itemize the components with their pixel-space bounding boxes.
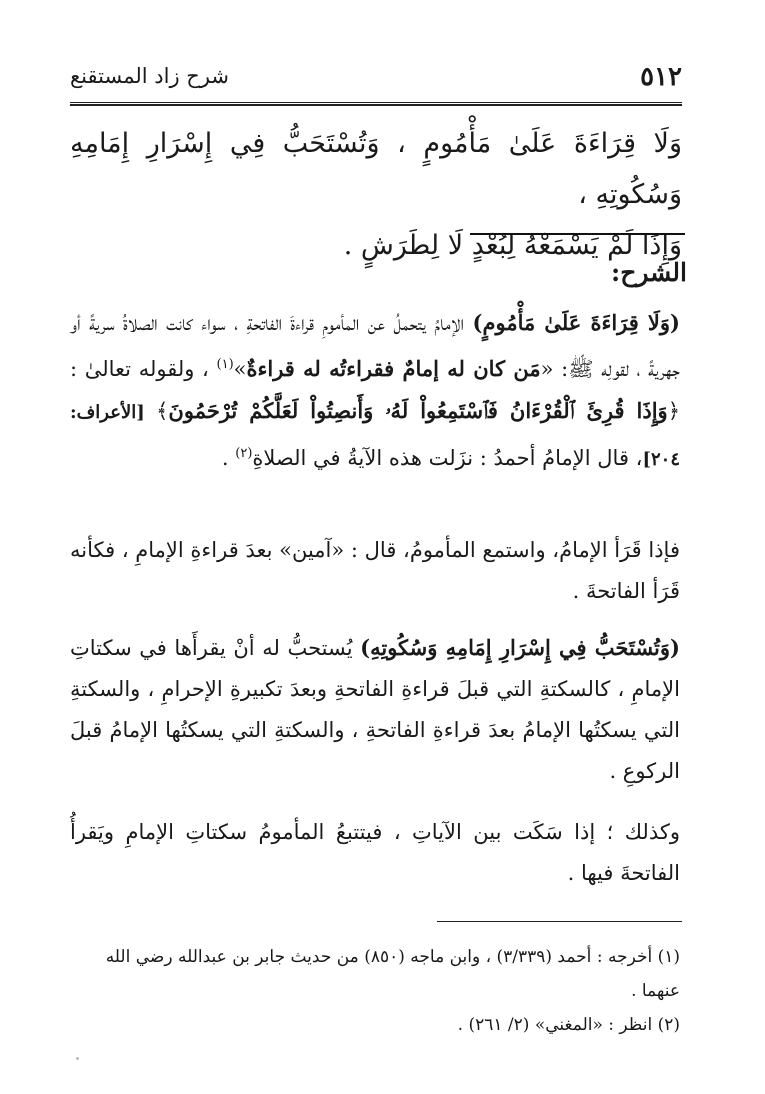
matn-text [70, 118, 682, 271]
paragraph-text: ، ولقوله تعالىٰ : ﴿ [70, 357, 680, 423]
paragraph-text: . [221, 446, 236, 470]
matn-quote: (وَتُسْتَحَبُّ فِي إِسْرَارِ إِمَامِهِ وَسُكُوتِهِ) [360, 635, 680, 660]
paragraph-text: ﴾ [144, 399, 169, 423]
paragraph-text: » [233, 357, 247, 381]
sharh-paragraph-2: فإذا قَرَأ الإمامُ، واستمع المأمومُ، قال : «آمين» بعدَ قراءةِ الإمامِ ، فكأنه قَرَأ الفاتحةَ . [70, 538, 680, 603]
footnote-divider [437, 921, 682, 922]
footnote-marker: (٢) [235, 446, 253, 461]
footnotes [70, 940, 680, 1042]
paragraph-text: يُستحبُّ له أنْ يقرأَها في سكتاتِ الإمامِ ، كالسكتةِ التي قبلَ قراءةِ الفاتحةِ وبعدَ تكبيرةِ الإحرامِ ، والسكتةِ التي يسكتُها الإمامُ بعدَ قراءةِ الفاتحةِ ، والسكتةِ التي يسكتُها الإمامُ قبلَ الركوعِ . [70, 636, 680, 783]
matn-quote: (وَلَا قِرَاءَةَ عَلَىٰ مَأْمُومٍ) [472, 310, 680, 335]
sharh-paragraph-3 [70, 627, 680, 792]
sharh-heading: الشرح: [610, 258, 687, 287]
matn-line: وَإِذَا لَمْ يَسْمَعْهُ لِبُعْدٍ لَا لِطَرَشٍ . [343, 230, 682, 261]
page-number: ٥١٢ [640, 62, 682, 92]
verse-reference: [الأعراف: ٢٠٤] [70, 402, 680, 470]
quran-verse: وَإِذَا قُرِئَ ٱلْقُرْءَانُ فَٱسْتَمِعُواْ لَهُۥ وَأَنصِتُواْ لَعَلَّكُمْ تُرْحَمُونَ [168, 398, 668, 423]
matn-line: وَلَا قِرَاءَةَ عَلَىٰ مَأْمُومٍ ، وَتُسْتَحَبُّ فِي إِسْرَارِ إِمَامِهِ وَسُكُوتِهِ ، [70, 128, 682, 210]
footnote-marker: (١) [216, 357, 234, 372]
footnote-1: (١) أخرجه : أحمد (٣/٣٣٩) ، وابن ماجه (٨٥٠) من حديث جابر بن عبدالله رضي الله عنهما . [105, 947, 680, 1001]
page-header [70, 58, 682, 98]
header-divider [70, 102, 682, 106]
sharh-paragraph-1 [70, 302, 680, 480]
margin-mark [76, 1057, 79, 1060]
paragraph-text: الإمامُ يتحملُ عن المأمومِ قراءةَ الفاتحةِ ، سواء كانت الصلاةُ سريةً أو جهريةً ، لقولِه ﷺ: « [70, 311, 680, 381]
hadith-quote: مَن كان له إمامٌ فقراءتُه له قراءةٌ [246, 356, 541, 381]
matn-divider [470, 233, 685, 235]
sharh-paragraph-4: وكذلك ؛ إذا سَكَت بين الآياتِ ، فيتتبعُ المأمومُ سكتاتِ الإمامِ ويَقرأُ الفاتحةَ فيها . [70, 820, 680, 885]
running-title: شرح زاد المستقنع [70, 64, 229, 88]
footnote-2: (٢) انظر : «المغني» (٢/ ٢٦١) . [457, 1015, 680, 1035]
paragraph-text: ، قال الإمامُ أحمدُ : نزَلت هذه الآيةُ في الصلاةِ [252, 446, 643, 470]
